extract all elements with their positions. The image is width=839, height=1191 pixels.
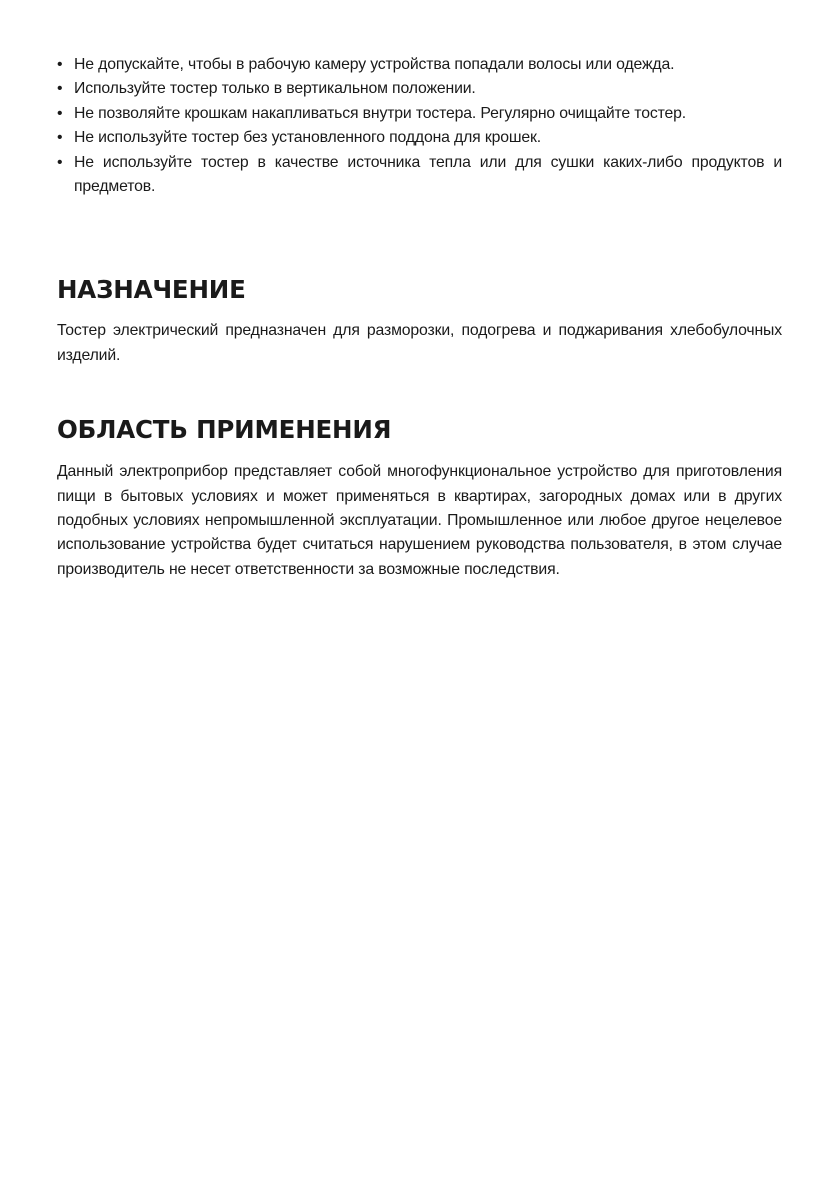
scope-paragraph: Данный электроприбор представляет собой многофункциональное устройство для приготовления пищи в бытовых условиях и может применяться в квартирах, загородных домах или в других подобных условиях непромышленной эксплуатации. Промышленное или любое другое нецелевое использование устройства будет считаться нарушением руководства пользователя, в этом случае производитель не несет ответственности за возможные последствия.: [57, 463, 782, 578]
safety-bullet-text: Не используйте тостер без установленного поддона для крошек.: [74, 129, 542, 147]
safety-bullet-item: [57, 102, 782, 126]
bullet-dot: •: [57, 153, 63, 171]
bullet-dot: •: [57, 129, 63, 147]
safety-bullet-list: [57, 53, 782, 199]
safety-bullet-text: Не позволяйте крошкам накапливаться внутри тостера. Регулярно очищайте тостер.: [74, 104, 686, 122]
safety-bullet-item: [57, 126, 782, 150]
safety-bullet-item: [57, 151, 782, 200]
scope-heading: ОБЛАСТЬ ПРИМЕНЕНИЯ: [57, 415, 392, 445]
bullet-dot: •: [57, 56, 63, 73]
safety-bullet-item: [57, 77, 782, 101]
bullet-dot: •: [57, 80, 63, 98]
safety-bullet-text: Не используйте тостер в качестве источника тепла или для сушки каких-либо продуктов и предметов.: [74, 153, 782, 196]
bullet-dot: •: [57, 104, 63, 122]
safety-bullet-item: [57, 53, 782, 77]
purpose-paragraph: Тостер электрический предназначен для разморозки, подогрева и поджаривания хлебобулочных изделий.: [57, 322, 782, 364]
safety-bullet-text: Используйте тостер только в вертикальном положении.: [74, 80, 476, 98]
safety-bullet-text: Не допускайте, чтобы в рабочую камеру устройства попадали волосы или одежда.: [74, 56, 675, 73]
purpose-heading: НАЗНАЧЕНИЕ: [57, 275, 246, 305]
